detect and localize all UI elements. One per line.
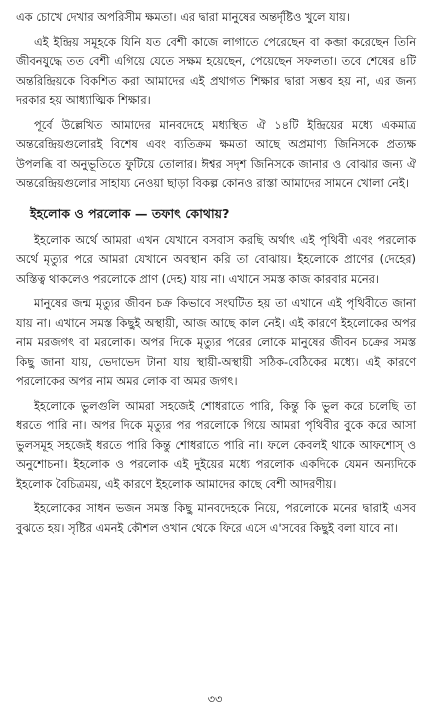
section-heading: ইহলোক ও পরলোক — তফাৎ কোথায়? bbox=[30, 205, 230, 221]
paragraph-definition: ইহলোক অর্থে আমরা এখন যেখানে বসবাস করছি অর্থাৎ এই পৃথিবী এবং পরলোক অর্থে মৃত্যুর পরে আমরা যেখানে অবস্থান করি তা বোঝায়। ইহলোকে প্রাণের (দেহের) অস্তিত্ব থাকলেও পরলোকে প্রাণ (দেহ) যায় না। এখানে সমস্ত কাজ কারবার মনের। bbox=[16, 232, 416, 286]
paragraph-life-cycle: মানুষের জন্ম মৃত্যুর জীবন চক্র কিভাবে সংঘটিত হয় তা এখানে এই পৃথিবীতে জানা যায় না। এখানে সমস্ত কিছুই অস্থায়ী, আজ আছে কাল নেই। এই কারণে ইহলোকের অপর নাম মরজগৎ বা মরলোক। অপর দিকে মৃত্যুর পরের লোকে মানুষের জীবন চক্রের সমস্ত কিছু জানা যায়, ভেদাভেদ টানা যায় স্থায়ী-অস্থায়ী সঠিক-বেঠিকের মধ্যে। এই কারণে পরলোকের অপর নাম অমর লোক বা অমর জগৎ। bbox=[16, 296, 416, 388]
paragraph-senses: এই ইন্দ্রিয় সমূহকে যিনি যত বেশী কাজে লাগাতে পেরেছেন বা কব্জা করেছেন তিনি জীবনযুদ্ধে তত বেশী এগিয়ে যেতে সক্ষম হয়েছেন, পেয়েছেন সফলতা। তবে শেষের ৪টি অন্তরিন্দ্রিয়কে বিকশিত করা আমাদের এই প্রথাগত শিক্ষার দ্বারা সম্ভব হয় না, এর জন্য দরকার হয় আধ্যাত্মিক শিক্ষার। bbox=[16, 34, 416, 107]
paragraph-mistakes: ইহলোকে ভুলগুলি আমরা সহজেই শোধরাতে পারি, কিন্তু কি ভুল করে চলেছি তা ধরতে পারি না। অপর দিকে মৃত্যুর পর পরলোকে গিয়ে আমরা পৃথিবীর বুকে করে আসা ভুলসমূহ সহজেই ধরতে পারি কিন্তু শোধরাতে পারি না। ফলে কেবলই থাকে আফশোস্ ও অনুশোচনা। ইহলোক ও পরলোক এই দুইয়ের মধ্যে পরলোক একদিকে যেমন অন্যদিকে ইহলোক বৈচিত্রময়, এই কারণে ইহলোক আমাদের কাছে বেশী আদরণীয়। bbox=[16, 398, 416, 491]
paragraph-continued: এক চোখে দেখার অপরিসীম ক্ষমতা। এর দ্বারা মানুষের অন্তর্দৃষ্টিও খুলে যায়। bbox=[16, 10, 350, 24]
page-number: ৩৩ bbox=[207, 692, 223, 706]
paragraph-practice: ইহলোকের সাধন ভজন সমস্ত কিছু মানবদেহকে নিয়ে, পরলোকে মনের দ্বারাই এসব বুঝতে হয়। সৃষ্টির এমনই কৌশল ওখান থেকে ফিরে এসে এ'সবের কিছুই বলা যাবে না। bbox=[16, 501, 416, 535]
paragraph-inner-senses: পূর্বে উল্লেখিত আমাদের মানবদেহে মধ্যস্থিত ঐ ১৪টি ইন্দ্রিয়ের মধ্যে একমাত্র অন্তরেন্দ্রিয়গুলোরই বিশেষ এবং ব্যতিক্রম ক্ষমতা আছে অপ্রমাণ্য জিনিসকে প্রত্যক্ষ উপলব্ধি বা অনুভূতিতে ফুটিয়ে তোলার। ঈশ্বর সদৃশ জিনিসকে জানার ও বোঝার জন্য ঐ অন্তরেন্দ্রিয়গুলোর সাহায্য নেওয়া ছাড়া বিকল্প কোনও রাস্তা আমাদের সামনে খোলা নেই। bbox=[16, 117, 416, 190]
